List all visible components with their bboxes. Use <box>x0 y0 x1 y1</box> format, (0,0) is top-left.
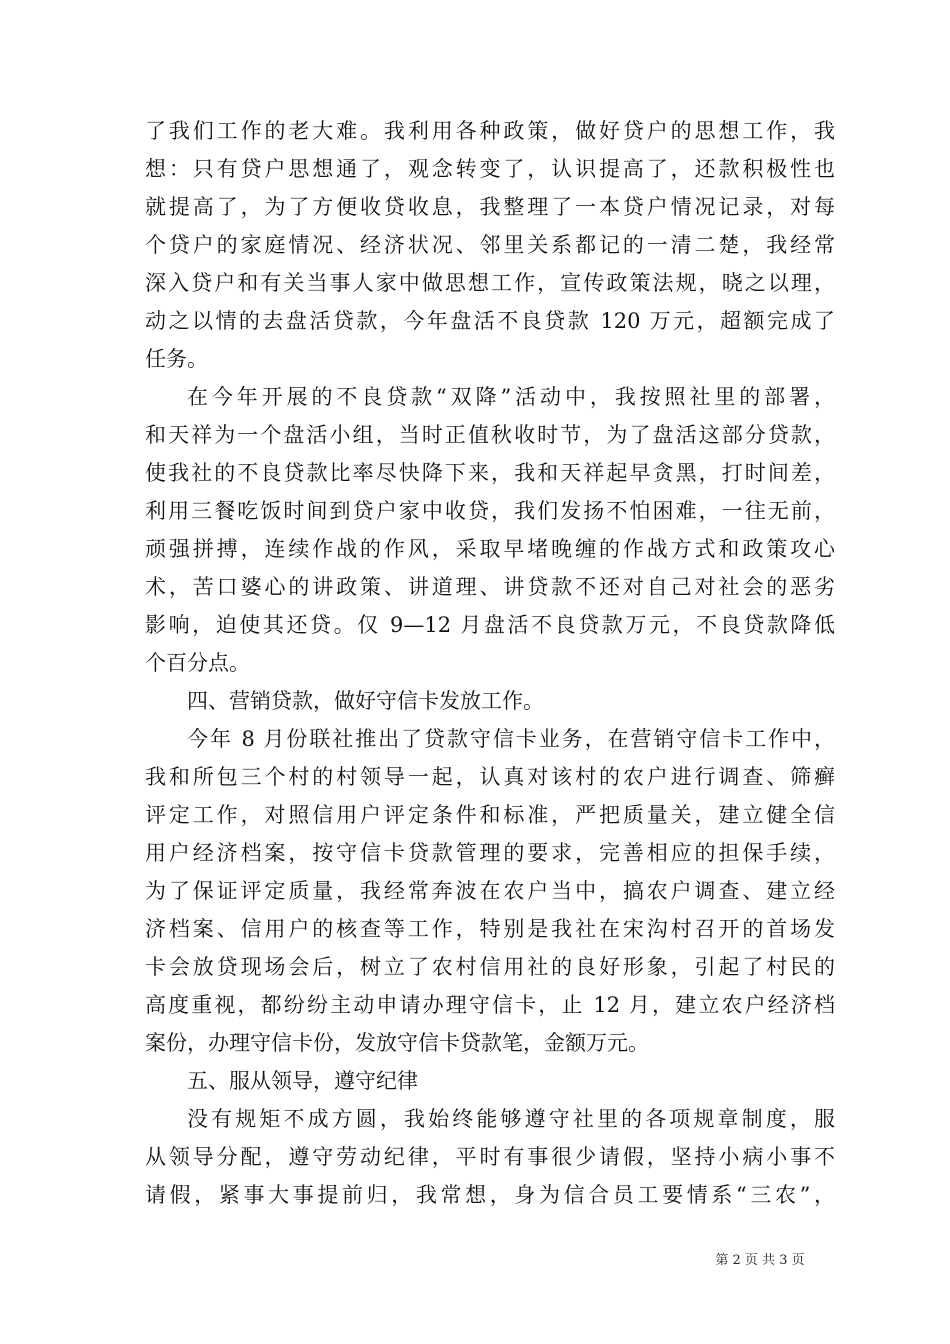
text-line: 动之以情的去盘活贷款，今年盘活不良贷款 120 万元，超额完成了 <box>145 309 835 333</box>
document-body <box>145 112 835 1214</box>
text-line: 术，苦口婆心的讲政策、讲道理、讲贷款不还对自己对社会的恶劣 <box>145 575 835 599</box>
text-line: 四、营销贷款，做好守信卡发放工作。 <box>187 689 544 713</box>
text-line: 评定工作，对照信用户评定条件和标准，严把质量关，建立健全信 <box>145 803 835 827</box>
text-line: 深入贷户和有关当事人家中做思想工作，宣传政策法规，晓之以理， <box>145 271 835 295</box>
text-line: 想：只有贷户思想通了，观念转变了，认识提高了，还款积极性也 <box>145 157 835 181</box>
text-line: 我和所包三个村的村领导一起，认真对该村的农户进行调查、筛癣 <box>145 765 835 789</box>
text-line: 个贷户的家庭情况、经济状况、邻里关系都记的一清二楚，我经常 <box>145 233 835 257</box>
text-line: 为了保证评定质量，我经常奔波在农户当中，搞农户调查、建立经 <box>145 879 835 903</box>
text-line: 济档案、信用户的核查等工作，特别是我社在宋沟村召开的首场发 <box>145 917 835 941</box>
text-line: 案份，办理守信卡份，发放守信卡贷款笔，金额万元。 <box>145 1031 649 1055</box>
text-line: 就提高了，为了方便收贷收息，我整理了一本贷户情况记录，对每 <box>145 195 835 219</box>
text-line: 请假，紧事大事提前归，我常想，身为信合员工要情系“三农”， <box>145 1183 835 1207</box>
text-line: 了我们工作的老大难。我利用各种政策，做好贷户的思想工作，我 <box>145 119 835 143</box>
text-line: 和天祥为一个盘活小组，当时正值秋收时节，为了盘活这部分贷款， <box>145 423 835 447</box>
text-line: 利用三餐吃饭时间到贷户家中收贷，我们发扬不怕困难，一往无前， <box>145 499 835 523</box>
text-line: 个百分点。 <box>145 651 250 675</box>
text-line: 从领导分配，遵守劳动纪律，平时有事很少请假，坚持小病小事不 <box>145 1145 835 1169</box>
text-line: 任务。 <box>145 347 208 371</box>
text-line: 五、服从领导，遵守纪律 <box>187 1069 418 1093</box>
text-line: 今年 8 月份联社推出了贷款守信卡业务，在营销守信卡工作中， <box>187 727 835 751</box>
text-line: 顽强拼搏，连续作战的作风，采取早堵晚缠的作战方式和政策攻心 <box>145 537 835 561</box>
text-line: 卡会放贷现场会后，树立了农村信用社的良好形象，引起了村民的 <box>145 955 835 979</box>
text-line: 没有规矩不成方圆，我始终能够遵守社里的各项规章制度，服 <box>187 1107 835 1131</box>
page-number-footer: 第 2 页 共 3 页 <box>715 1253 805 1268</box>
text-line: 使我社的不良贷款比率尽快降下来，我和天祥起早贪黑，打时间差， <box>145 461 835 485</box>
text-line: 影响，迫使其还贷。仅 9—12 月盘活不良贷款万元，不良贷款降低 <box>145 613 835 637</box>
text-line: 在今年开展的不良贷款“双降”活动中，我按照社里的部署， <box>187 385 835 409</box>
text-line: 用户经济档案，按守信卡贷款管理的要求，完善相应的担保手续， <box>145 841 835 865</box>
text-line: 高度重视，都纷纷主动申请办理守信卡，止 12 月，建立农户经济档 <box>145 993 835 1017</box>
